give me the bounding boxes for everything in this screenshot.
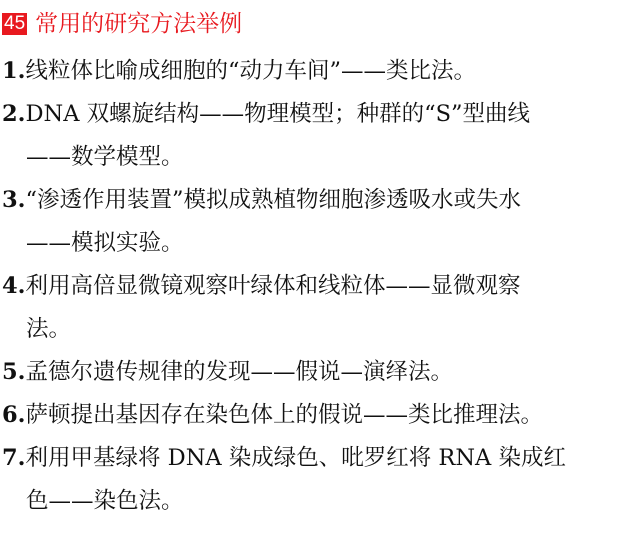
list-item-continuation xyxy=(2,482,638,525)
item-number: 7. xyxy=(2,445,26,471)
section-header xyxy=(2,8,242,40)
item-number: 4. xyxy=(2,273,26,299)
item-text: 色——染色法。 xyxy=(26,488,184,514)
section-title: 常用的研究方法举例 xyxy=(35,11,243,37)
item-text: 利用甲基绿将 DNA 染成绿色、吡罗红将 RNA 染成红 xyxy=(25,445,566,471)
list-item xyxy=(2,396,638,439)
list-item xyxy=(2,95,638,138)
item-text: 线粒体比喻成细胞的“动力车间”——类比法。 xyxy=(25,58,477,84)
list-item-continuation xyxy=(2,224,638,267)
item-text: “渗透作用装置”模拟成熟植物细胞渗透吸水或失水 xyxy=(25,187,522,213)
method-list xyxy=(2,52,638,525)
list-item xyxy=(2,52,638,95)
item-number: 2. xyxy=(2,101,26,127)
list-item xyxy=(2,439,638,482)
list-item-continuation xyxy=(2,138,638,181)
item-number: 1. xyxy=(2,58,26,84)
list-item xyxy=(2,267,638,310)
item-number: 5. xyxy=(2,359,26,385)
item-text: ——数学模型。 xyxy=(26,144,184,170)
item-text: 法。 xyxy=(26,316,72,342)
item-text: ——模拟实验。 xyxy=(26,230,184,256)
item-text: 萨顿提出基因存在染色体上的假说——类比推理法。 xyxy=(25,402,544,428)
list-item xyxy=(2,181,638,224)
item-text: 利用高倍显微镜观察叶绿体和线粒体——显微观察 xyxy=(25,273,521,299)
list-item xyxy=(2,353,638,396)
item-number: 6. xyxy=(2,402,26,428)
item-text: DNA 双螺旋结构——物理模型；种群的“S”型曲线 xyxy=(25,101,531,127)
section-number-badge: 45 xyxy=(4,13,26,34)
item-number: 3. xyxy=(2,187,26,213)
list-item-continuation xyxy=(2,310,638,353)
item-text: 孟德尔遗传规律的发现——假说—演绎法。 xyxy=(25,359,454,385)
